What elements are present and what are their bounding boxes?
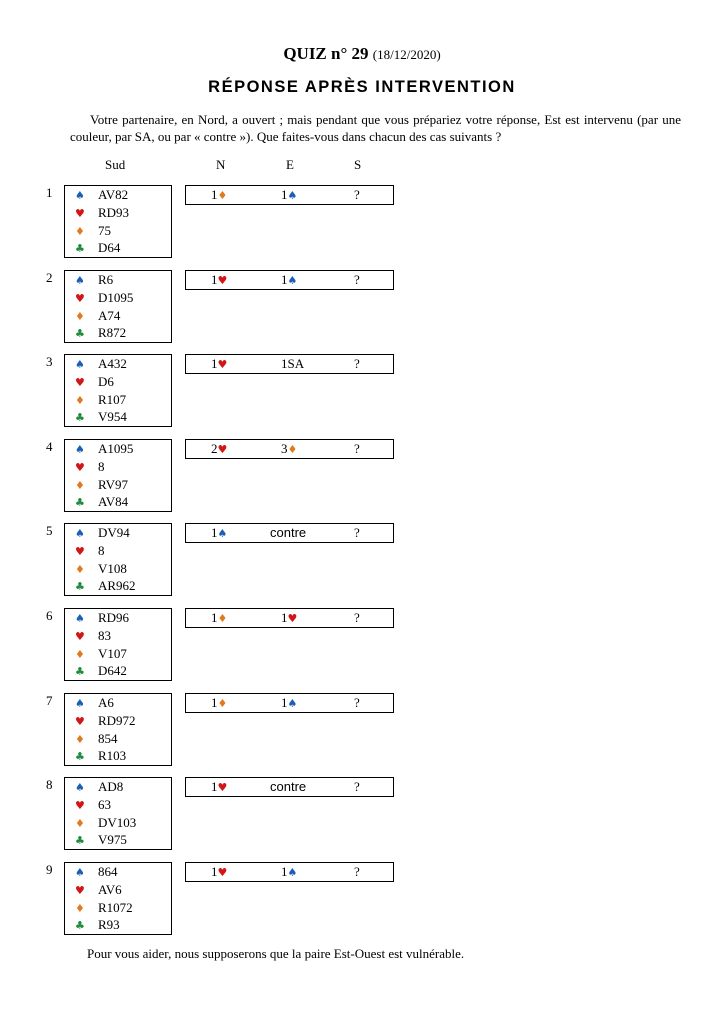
heart-cards: 8 — [98, 458, 105, 474]
club-icon: ♣ — [75, 496, 85, 510]
spade-cards: A1095 — [98, 441, 134, 456]
diamond-cards: R1072 — [98, 899, 133, 915]
diamond-cards: A74 — [98, 307, 121, 323]
south-bid-question: ? — [354, 610, 360, 625]
heart-holding — [65, 459, 171, 477]
diamond-holding — [65, 223, 171, 241]
spade-holding — [65, 356, 171, 374]
spade-cards: A6 — [98, 695, 114, 710]
club-holding — [65, 494, 171, 512]
heart-icon: ♥ — [75, 291, 85, 305]
club-cards: AR962 — [98, 578, 136, 594]
spade-holding — [65, 864, 171, 882]
heart-holding — [65, 797, 171, 815]
heart-holding — [65, 713, 171, 731]
spade-holding — [65, 272, 171, 290]
diamond-icon: ♦ — [75, 562, 85, 576]
spade-cards: AD8 — [98, 779, 124, 794]
deal-9 — [0, 862, 724, 938]
south-bid-question: ? — [354, 441, 360, 456]
club-icon: ♣ — [75, 242, 85, 256]
heart-cards: RD93 — [98, 204, 130, 220]
diamond-cards: 75 — [98, 222, 111, 238]
heart-icon: ♥ — [217, 866, 228, 879]
heart-icon: ♥ — [217, 274, 228, 287]
deal-number: 7 — [46, 693, 53, 708]
bid-level: 1 — [211, 272, 218, 287]
heart-icon: ♥ — [75, 629, 85, 643]
club-cards: R93 — [98, 917, 120, 933]
south-hand — [64, 523, 172, 596]
deal-7 — [0, 693, 724, 769]
column-header-north: N — [216, 157, 226, 172]
bidding-box — [185, 777, 394, 797]
spade-icon: ♠ — [287, 866, 298, 879]
spade-icon: ♠ — [287, 189, 298, 202]
club-cards: D64 — [98, 240, 121, 256]
spade-cards: A432 — [98, 356, 127, 371]
club-icon: ♣ — [75, 411, 85, 425]
spade-holding — [65, 695, 171, 713]
deal-2 — [0, 270, 724, 346]
bid-level: 1 — [211, 356, 218, 371]
diamond-holding — [65, 731, 171, 749]
south-bid-question: ? — [354, 356, 360, 371]
spade-icon: ♠ — [287, 274, 298, 287]
deal-5 — [0, 523, 724, 599]
spade-icon: ♠ — [75, 866, 85, 879]
bidding-box — [185, 185, 394, 205]
spade-holding — [65, 610, 171, 628]
south-hand — [64, 693, 172, 766]
bidding-box — [185, 270, 394, 290]
heart-cards: AV6 — [98, 881, 122, 897]
deal-8 — [0, 777, 724, 853]
heart-icon: ♥ — [287, 612, 298, 625]
bid-level: 1 — [211, 610, 218, 625]
bid-level: 1 — [211, 525, 218, 540]
spade-icon: ♠ — [75, 527, 85, 540]
bid-level: 2 — [211, 441, 218, 456]
south-bid-question: ? — [354, 779, 360, 794]
quiz-title — [0, 44, 724, 64]
bidding-box — [185, 693, 394, 713]
bid-level: 1 — [211, 864, 218, 879]
bidding-box — [185, 354, 394, 374]
south-hand — [64, 439, 172, 512]
spade-icon: ♠ — [287, 697, 298, 710]
heart-holding — [65, 882, 171, 900]
north-bid — [211, 610, 227, 626]
deal-number: 6 — [46, 608, 53, 623]
bid-level: 3 — [281, 441, 288, 456]
bidding-box — [185, 608, 394, 628]
diamond-cards: V108 — [98, 560, 127, 576]
north-bid — [211, 695, 227, 711]
spade-icon: ♠ — [75, 358, 85, 371]
bid-level: 1 — [281, 695, 288, 710]
south-hand — [64, 354, 172, 427]
diamond-holding — [65, 815, 171, 833]
club-holding — [65, 917, 171, 935]
spade-icon: ♠ — [75, 612, 85, 625]
heart-icon: ♥ — [75, 206, 85, 220]
spade-holding — [65, 441, 171, 459]
diamond-holding — [65, 646, 171, 664]
spade-cards: 864 — [98, 864, 118, 879]
diamond-icon: ♦ — [217, 189, 228, 202]
diamond-icon: ♦ — [75, 478, 85, 492]
intro-paragraph: Votre partenaire, en Nord, a ouvert ; mais pendant que vous prépariez votre réponse, Est est intervenu (par une couleur, par SA, ou par « contre »). Que faites-vous dans chacun des cas suivants ? — [70, 112, 681, 144]
diamond-icon: ♦ — [75, 647, 85, 661]
club-cards: V975 — [98, 832, 127, 848]
deal-4 — [0, 439, 724, 515]
bidding-box — [185, 862, 394, 882]
spade-holding — [65, 779, 171, 797]
south-hand — [64, 608, 172, 681]
heart-icon: ♥ — [75, 798, 85, 812]
east-bid: 1SA — [281, 356, 305, 371]
south-bid-question: ? — [354, 525, 360, 540]
heart-holding — [65, 628, 171, 646]
south-bid-question: ? — [354, 864, 360, 879]
bid-level: 1 — [281, 610, 288, 625]
diamond-cards: R107 — [98, 391, 127, 407]
diamond-icon: ♦ — [75, 309, 85, 323]
east-bid — [281, 695, 297, 711]
deal-number: 5 — [46, 523, 53, 538]
column-header-sud: Sud — [105, 157, 126, 172]
club-holding — [65, 663, 171, 681]
club-holding — [65, 409, 171, 427]
north-bid — [211, 187, 227, 203]
diamond-icon: ♦ — [75, 816, 85, 830]
heart-icon: ♥ — [75, 375, 85, 389]
diamond-cards: 854 — [98, 730, 118, 746]
spade-icon: ♠ — [75, 697, 85, 710]
deal-number: 1 — [46, 185, 53, 200]
club-cards: R872 — [98, 325, 127, 341]
east-bid: contre — [270, 525, 307, 540]
diamond-icon: ♦ — [75, 224, 85, 238]
club-cards: V954 — [98, 409, 127, 425]
east-bid — [281, 610, 297, 626]
east-bid — [281, 864, 297, 880]
quiz-title-text: QUIZ n° 29 — [283, 44, 369, 63]
bid-level: 1 — [211, 695, 218, 710]
heart-cards: 63 — [98, 796, 111, 812]
diamond-icon: ♦ — [287, 443, 298, 456]
club-holding — [65, 748, 171, 766]
heart-icon: ♥ — [217, 443, 228, 456]
diamond-icon: ♦ — [75, 393, 85, 407]
north-bid — [211, 441, 227, 457]
spade-cards: AV82 — [98, 187, 129, 202]
heart-cards: D1095 — [98, 289, 134, 305]
east-bid — [281, 187, 297, 203]
club-holding — [65, 832, 171, 850]
east-bid — [281, 272, 297, 288]
spade-icon: ♠ — [75, 443, 85, 456]
bid-level: 1 — [211, 187, 218, 202]
north-bid — [211, 525, 227, 541]
club-holding — [65, 325, 171, 343]
heart-cards: 83 — [98, 627, 111, 643]
diamond-cards: RV97 — [98, 476, 129, 492]
heart-holding — [65, 290, 171, 308]
heart-holding — [65, 374, 171, 392]
diamond-holding — [65, 477, 171, 495]
spade-cards: RD96 — [98, 610, 130, 625]
club-icon: ♣ — [75, 750, 85, 764]
heart-cards: RD972 — [98, 712, 136, 728]
bid-level: 1 — [281, 187, 288, 202]
north-bid — [211, 356, 227, 372]
diamond-holding — [65, 561, 171, 579]
south-hand — [64, 185, 172, 258]
deal-3 — [0, 354, 724, 430]
club-icon: ♣ — [75, 834, 85, 848]
diamond-icon: ♦ — [75, 732, 85, 746]
south-bid-question: ? — [354, 187, 360, 202]
diamond-icon: ♦ — [217, 697, 228, 710]
spade-icon: ♠ — [75, 189, 85, 202]
deal-1 — [0, 185, 724, 261]
club-icon: ♣ — [75, 665, 85, 679]
club-icon: ♣ — [75, 919, 85, 933]
south-bid-question: ? — [354, 272, 360, 287]
south-hand — [64, 777, 172, 850]
diamond-cards: DV103 — [98, 814, 137, 830]
heart-icon: ♥ — [217, 781, 228, 794]
bid-level: 1 — [281, 272, 288, 287]
deal-number: 8 — [46, 777, 53, 792]
footer-note: Pour vous aider, nous supposerons que la paire Est-Ouest est vulnérable. — [87, 946, 465, 961]
deal-number: 4 — [46, 439, 53, 454]
bid-level: 1 — [211, 779, 218, 794]
south-bid-question: ? — [354, 695, 360, 710]
north-bid — [211, 779, 227, 795]
deal-6 — [0, 608, 724, 684]
north-bid — [211, 272, 227, 288]
deal-number: 3 — [46, 354, 53, 369]
quiz-date: (18/12/2020) — [372, 47, 441, 62]
diamond-holding — [65, 392, 171, 410]
diamond-cards: V107 — [98, 645, 127, 661]
spade-holding — [65, 525, 171, 543]
heart-icon: ♥ — [217, 358, 228, 371]
deal-number: 9 — [46, 862, 53, 877]
club-cards: D642 — [98, 663, 127, 679]
north-bid — [211, 864, 227, 880]
east-bid — [281, 441, 297, 457]
heart-icon: ♥ — [75, 544, 85, 558]
diamond-icon: ♦ — [217, 612, 228, 625]
heart-icon: ♥ — [75, 714, 85, 728]
east-bid: contre — [270, 779, 307, 794]
spade-cards: R6 — [98, 272, 114, 287]
column-header-east: E — [286, 157, 294, 172]
club-icon: ♣ — [75, 580, 85, 594]
club-icon: ♣ — [75, 327, 85, 341]
heart-icon: ♥ — [75, 883, 85, 897]
club-holding — [65, 240, 171, 258]
diamond-holding — [65, 308, 171, 326]
club-cards: R103 — [98, 748, 127, 764]
spade-cards: DV94 — [98, 525, 130, 540]
club-holding — [65, 578, 171, 596]
club-cards: AV84 — [98, 494, 129, 510]
deal-number: 2 — [46, 270, 53, 285]
diamond-holding — [65, 900, 171, 918]
bidding-box — [185, 523, 394, 543]
heart-cards: D6 — [98, 373, 114, 389]
spade-icon: ♠ — [75, 781, 85, 794]
heart-holding — [65, 543, 171, 561]
heart-cards: 8 — [98, 542, 105, 558]
heart-icon: ♥ — [75, 460, 85, 474]
spade-icon: ♠ — [217, 527, 228, 540]
spade-icon: ♠ — [75, 274, 85, 287]
spade-holding — [65, 187, 171, 205]
page-subtitle: RÉPONSE APRÈS INTERVENTION — [208, 78, 516, 96]
south-hand — [64, 862, 172, 935]
diamond-icon: ♦ — [75, 901, 85, 915]
bidding-box — [185, 439, 394, 459]
column-header-south: S — [354, 157, 362, 172]
bid-level: 1 — [281, 864, 288, 879]
south-hand — [64, 270, 172, 343]
heart-holding — [65, 205, 171, 223]
